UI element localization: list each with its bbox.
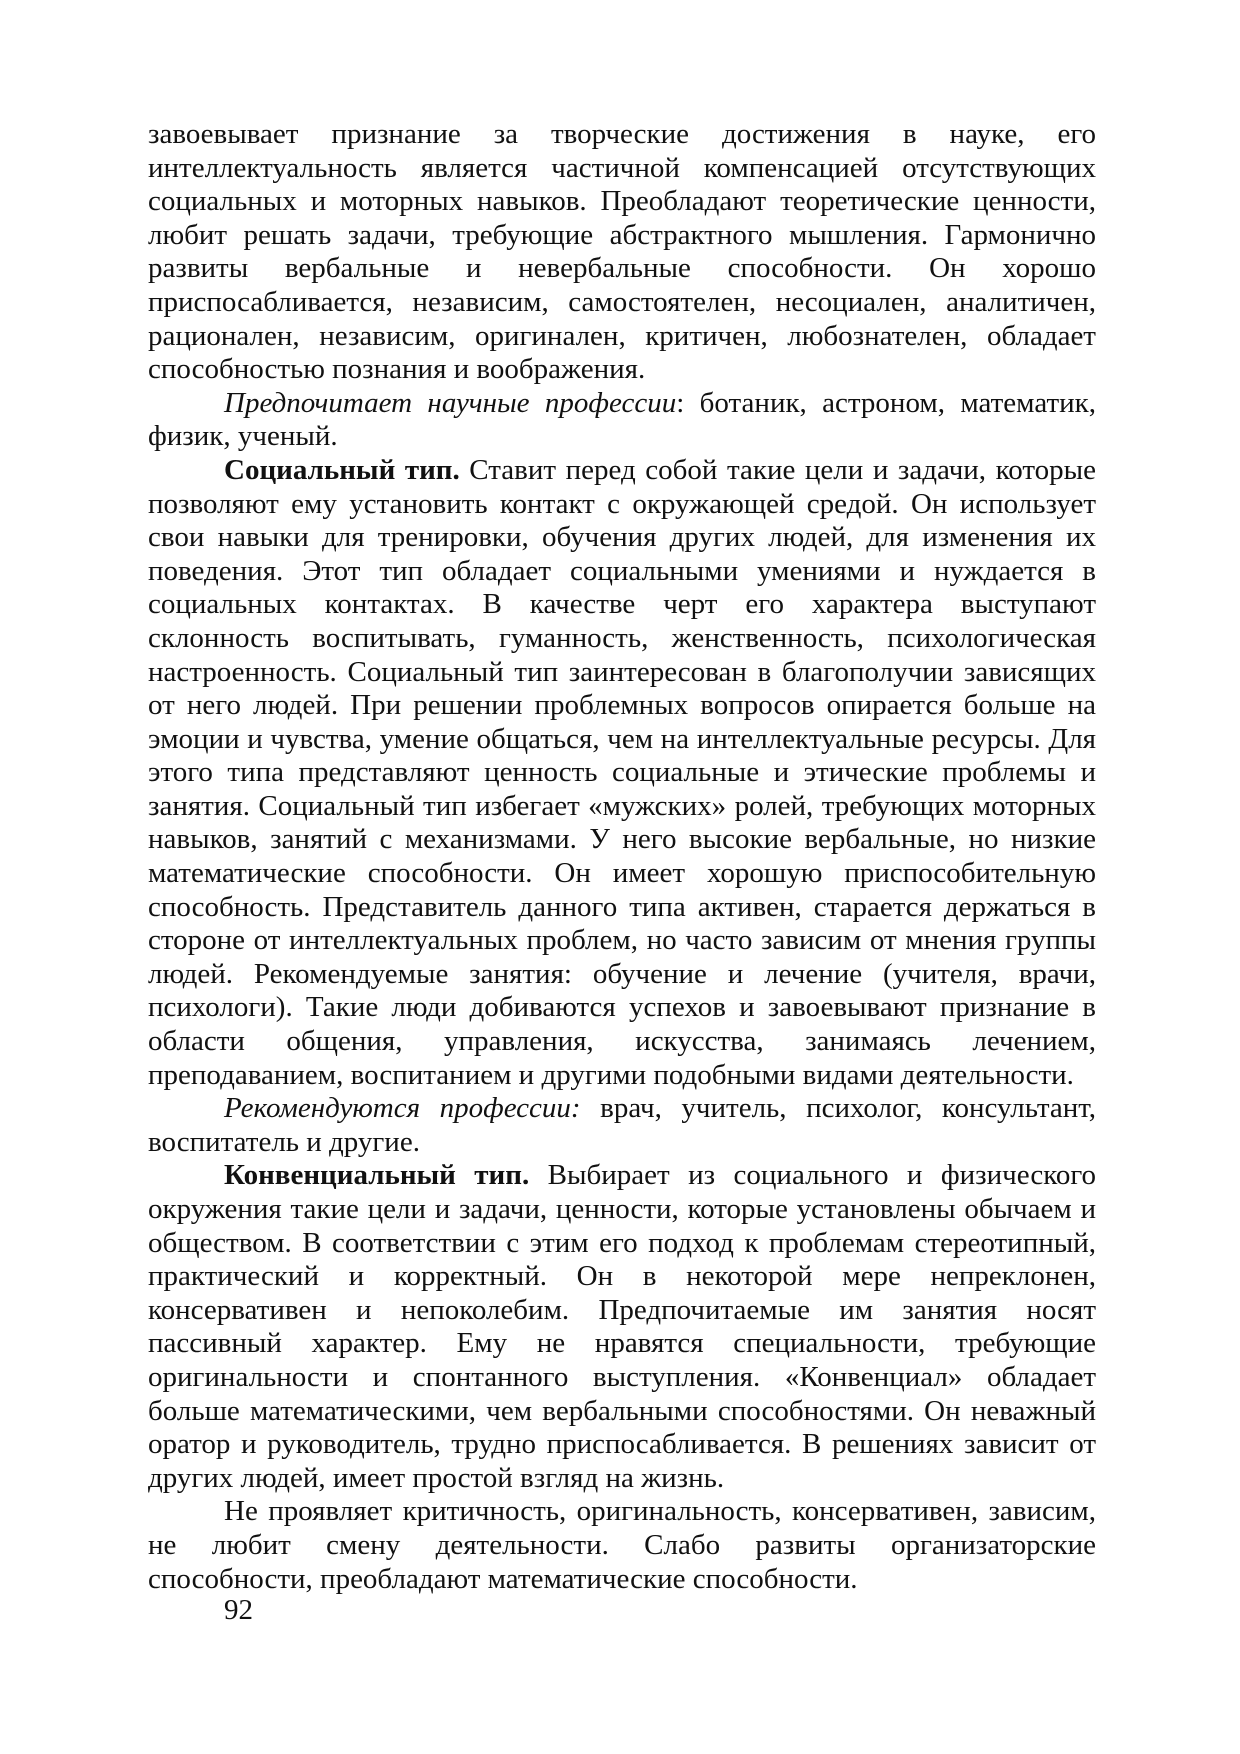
paragraph-text: Ставит перед собой такие цели и задачи, которые позволяют ему установить контакт с окружающей средой. Он использует свои навыки для тренировки, обучения других людей, для изменения их поведения. Этот тип обладает социальными умениями и нуждается в социальных контактах. В качестве черт его характера выступают склонность воспитывать, гуманность, женственность, психологическая настроенность. Социальный тип заинтересован в благополучии зависящих от него людей. При решении проблемных вопросов опирается больше на эмоции и чувства, умение общаться, чем на интеллектуальные ресурсы. Для этого типа представляют ценность социальные и этические проблемы и занятия. Социальный тип избегает «мужских» ролей, требующих моторных навыков, занятий с механизмами. У него высокие вербальные, но низкие математические способности. Он имеет хорошую приспособительную способность. Представитель данного типа активен, старается держаться в стороне от интеллектуальных проблем, но часто зависим от мнения группы людей. Рекомендуемые занятия: обучение и лечение (учителя, врачи, психологи). Такие люди добиваются успехов и завоевывают признание в области общения, управления, искусства, занимаясь лечением, преподаванием, воспитанием и другими подобными видами деятельности. [148, 453, 1096, 1091]
paragraph-text: : ботаник, астроном, математик, физик, ученый. [148, 386, 1096, 453]
bold-heading: Конвенциальный тип. [224, 1159, 530, 1192]
bold-heading: Социальный тип. [224, 453, 460, 486]
italic-lead: Рекомендуются профессии: [224, 1092, 581, 1125]
paragraph-text: врач, учитель, психолог, консультант, воспитатель и другие. [148, 1092, 1096, 1158]
page-number: 92 [224, 1594, 253, 1626]
paragraph-conventional-type [148, 1159, 1096, 1495]
italic-lead: Предпочитает научные профессии [224, 386, 677, 419]
paragraph-scientific-professions [148, 387, 1096, 454]
paragraph-investigative-continuation [148, 118, 1096, 387]
paragraph-recommended-professions [148, 1092, 1096, 1159]
paragraph-text: Выбирает из социального и физического окружения такие цели и задачи, ценности, которые установлены обычаем и обществом. В соответствии с этим его подход к проблемам стереотипный, практический и корректный. Он в некоторой мере непреклонен, консервативен и непоколебим. Предпочитаемые им занятия носят пассивный характер. Ему не нравятся специальности, требующие оригинальности и спонтанного выступления. «Конвенциал» обладает больше математическими, чем вербальными способностями. Он неважный оратор и руководитель, трудно приспосабливается. В решениях зависит от других людей, имеет простой взгляд на жизнь. [148, 1159, 1096, 1494]
paragraph-text: завоевывает признание за творческие достижения в науке, его интеллектуальность является частичной компенсацией отсутствующих социальных и моторных навыков. Преобладают теоретические ценности, любит решать задачи, требующие абстрактного мышления. Гармонично развиты вербальные и невербальные способности. Он хорошо приспосабливается, независим, самостоятелен, несоциален, аналитичен, рационален, независим, оригинален, критичен, любознателен, обладает способностью познания и воображения. [148, 118, 1096, 386]
paragraph-social-type [148, 454, 1096, 1092]
paragraph-conventional-traits [148, 1495, 1096, 1596]
paragraph-text: Не проявляет критичность, оригинальность, консервативен, зависим, не любит смену деятельности. Слабо развиты организаторские способности, преобладают математические способности. [148, 1495, 1096, 1595]
body-text [148, 118, 1096, 1596]
